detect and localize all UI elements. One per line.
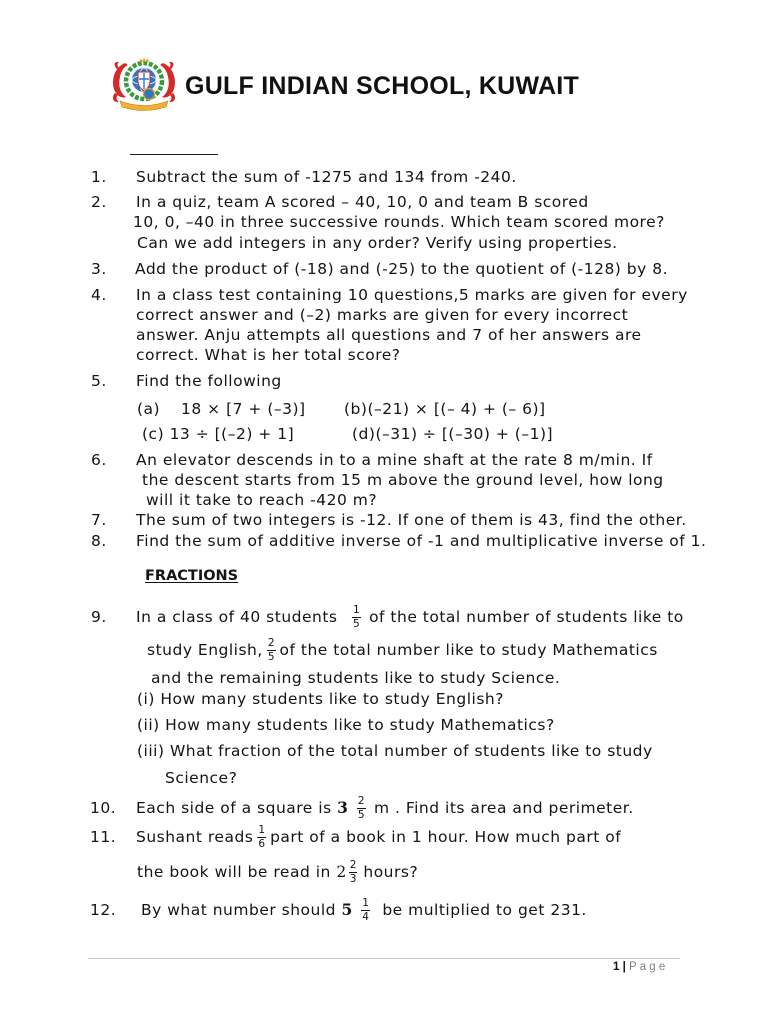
subquestion-c [142, 425, 294, 443]
question-line: correct answer and (–2) marks are given for every incorrect [136, 306, 629, 324]
mixed-number-whole: 3 [337, 798, 349, 817]
question-number: 1. [91, 168, 107, 186]
question-line: Can we add integers in any order? Verify using properties. [137, 234, 618, 252]
fraction-denominator: 5 [357, 809, 365, 821]
subquestion-expression: 13 ÷ [(–2) + 1] [169, 425, 295, 443]
fraction-numerator: 1 [258, 824, 266, 836]
question-line: 10, 0, –40 in three successive rounds. Which team scored more? [133, 213, 665, 231]
question-line [141, 897, 587, 923]
line-text: part of a book in 1 hour. How much part of [270, 828, 622, 846]
question-line: Add the product of (-18) and (-25) to the quotient of (-128) by 8. [135, 260, 669, 278]
subquestion-line: (ii) How many students like to study Mathematics? [137, 716, 555, 734]
question-number: 10. [90, 799, 117, 817]
subquestion-b [344, 400, 546, 418]
question-number: 12. [90, 901, 117, 919]
fraction-numerator: 2 [357, 795, 365, 807]
question-line: correct. What is her total score? [136, 346, 401, 364]
fraction-numerator: 2 [267, 637, 275, 649]
footer-rule [88, 958, 680, 959]
subquestion-label: (b) [344, 400, 368, 418]
page-separator: | [622, 961, 626, 973]
subquestion-line: (i) How many students like to study English? [137, 690, 504, 708]
question-line [136, 604, 684, 630]
school-name-title: GULF INDIAN SCHOOL, KUWAIT [185, 72, 579, 100]
mixed-number-whole: 5 [341, 900, 353, 919]
question-number: 2. [91, 193, 107, 211]
question-line [136, 824, 622, 850]
question-number: 6. [91, 451, 107, 469]
page-footer [613, 960, 665, 974]
fraction-numerator: 1 [362, 897, 369, 909]
subquestion-line: Science? [165, 769, 238, 787]
fraction-numerator: 1 [352, 604, 360, 616]
line-text: m . Find its area and perimeter. [373, 799, 634, 817]
fraction [352, 605, 361, 630]
fraction-numerator: 2 [349, 859, 357, 871]
page-label: P a g e [629, 961, 666, 973]
question-number: 11. [90, 828, 117, 846]
line-text: hours? [363, 863, 419, 881]
school-logo [111, 57, 177, 111]
question-number: 5. [91, 372, 107, 390]
fraction [257, 825, 266, 850]
subquestion-expression: 18 × [7 + (–3)] [181, 400, 306, 418]
question-line: and the remaining students like to study Science. [151, 669, 561, 687]
subquestion-label: (d) [352, 425, 376, 443]
fraction-denominator: 4 [362, 911, 369, 923]
line-text: the book will be read in [137, 863, 331, 881]
question-line: Subtract the sum of -1275 and 134 from -240. [136, 168, 517, 186]
subquestion-label: (a) [137, 400, 161, 418]
question-number: 8. [91, 532, 107, 550]
line-text: of the total number of students like to [369, 608, 684, 626]
question-line: In a class test containing 10 questions,5 marks are given for every [136, 286, 688, 304]
question-line: the descent starts from 15 m above the ground level, how long [142, 471, 664, 489]
page-number: 1 [613, 961, 620, 973]
line-text: of the total number like to study Mathematics [279, 641, 658, 659]
line-text: By what number should [141, 901, 337, 919]
question-number: 4. [91, 286, 107, 304]
fraction [267, 638, 276, 663]
question-line: will it take to reach -420 m? [146, 491, 378, 509]
section-heading-fractions: FRACTIONS [145, 568, 239, 584]
question-number: 9. [91, 608, 107, 626]
line-text: be multiplied to get 231. [382, 901, 587, 919]
line-text: Sushant reads [136, 828, 254, 846]
fraction [357, 796, 366, 821]
line-text: Each side of a square is [136, 799, 332, 817]
line-text: study English, [147, 641, 263, 659]
question-line: Find the sum of additive inverse of -1 and multiplicative inverse of 1. [136, 532, 707, 550]
fraction [361, 898, 370, 923]
question-line: answer. Anju attempts all questions and 7 of her answers are [136, 326, 642, 344]
question-line: The sum of two integers is -12. If one of them is 43, find the other. [136, 511, 687, 529]
fraction-denominator: 3 [349, 873, 357, 885]
fraction-denominator: 5 [267, 651, 275, 663]
question-line [137, 859, 419, 885]
question-line: In a quiz, team A scored – 40, 10, 0 and team B scored [136, 193, 589, 211]
subquestion-expression: (–31) ÷ [(–30) + (–1)] [375, 425, 554, 443]
question-line: Find the following [136, 372, 282, 390]
question-number: 7. [91, 511, 107, 529]
fraction [349, 860, 358, 885]
subquestion-label: (c) [142, 425, 165, 443]
mixed-number-whole: 2 [336, 863, 347, 881]
fraction-denominator: 6 [258, 838, 266, 850]
fraction-denominator: 5 [352, 618, 360, 630]
question-line: An elevator descends in to a mine shaft at the rate 8 m/min. If [136, 451, 653, 469]
title-underline [130, 154, 218, 155]
question-number: 3. [91, 260, 107, 278]
subquestion-line: (iii) What fraction of the total number of students like to study [137, 742, 653, 760]
subquestion-d [352, 425, 553, 443]
line-text: In a class of 40 students [136, 608, 338, 626]
subquestion-expression: (–21) × [(– 4) + (– 6)] [367, 400, 546, 418]
question-line [136, 795, 634, 821]
question-line [147, 637, 658, 663]
